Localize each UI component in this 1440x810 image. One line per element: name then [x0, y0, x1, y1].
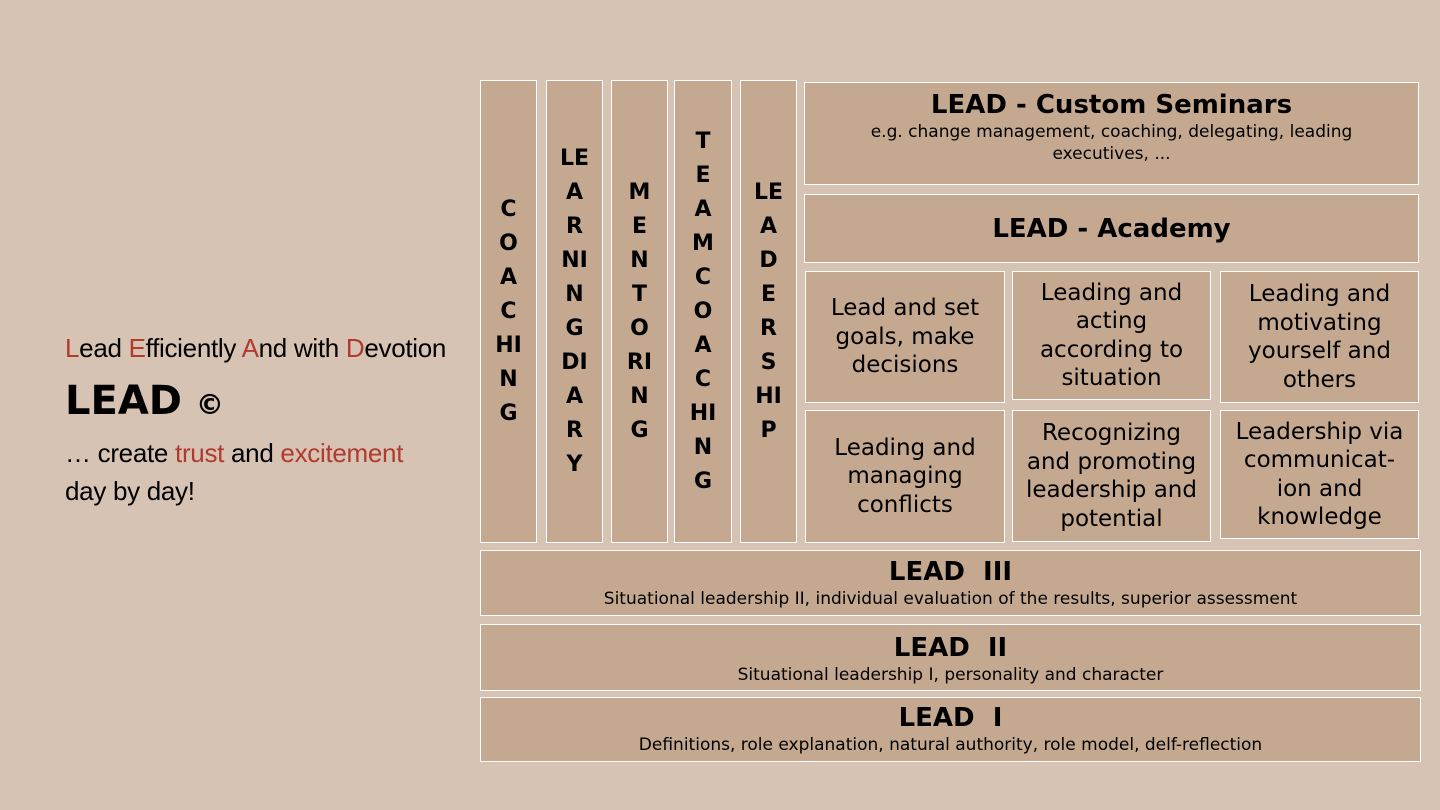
pillar-label: TEAMCOACHING	[689, 128, 717, 494]
level-subtitle: Situational leadership II, individual evaluation of the results, superior assessment	[603, 589, 1298, 609]
module-label: Leading and managing conflicts	[834, 434, 976, 518]
slogan-word-trust: trust	[175, 438, 225, 468]
custom-seminars-subtitle: e.g. change management, coaching, delegating, leading executives, ...	[870, 122, 1353, 164]
acronym-letter-l: L	[65, 333, 80, 363]
acronym-letter-a: A	[241, 333, 259, 363]
acronym-letter-e: E	[128, 333, 146, 363]
acronym-word-lead: ead	[79, 333, 129, 363]
pillar-label: LEARNINGDIARY	[559, 145, 590, 477]
pillar-label: LEADERSHIP	[753, 179, 784, 443]
level-title: LEAD I	[898, 703, 1003, 733]
acronym-line	[65, 332, 465, 364]
pillar-coaching	[480, 80, 537, 543]
slogan-word-excitement: excitement	[280, 438, 404, 468]
academy-title: LEAD - Academy	[992, 214, 1231, 244]
copyright-mark: ©	[195, 388, 224, 421]
module-situational-acting	[1012, 271, 1211, 400]
acronym-word-devotion: evotion	[364, 333, 447, 363]
acronym-word-efficiently: fficiently	[145, 333, 242, 363]
module-label: Leading and acting according to situation	[1039, 279, 1184, 391]
slogan-suffix: day by day!	[65, 476, 195, 506]
pillar-mentoring	[611, 80, 668, 543]
slogan	[65, 434, 465, 510]
level-title: LEAD II	[893, 633, 1008, 663]
module-label: Lead and set goals, make decisions	[830, 295, 980, 379]
academy-box	[804, 194, 1419, 263]
tagline-block	[65, 332, 465, 510]
pillar-teamcoaching	[674, 80, 732, 543]
module-label: Leadership via communicat-ion and knowledge	[1235, 418, 1404, 530]
level-lead-ii	[480, 624, 1421, 691]
slogan-prefix: … create	[65, 438, 176, 468]
acronym-letter-d: D	[345, 333, 365, 363]
brand-title	[65, 376, 465, 430]
level-lead-i	[480, 697, 1421, 762]
level-subtitle: Definitions, role explanation, natural authority, role model, delf-reflection	[638, 735, 1263, 755]
slogan-mid: and	[224, 438, 281, 468]
module-motivating	[1220, 271, 1419, 403]
pillar-label: MENTORING	[626, 179, 653, 443]
module-label: Leading and motivating yourself and others	[1248, 281, 1391, 393]
pillar-label: COACHING	[495, 196, 522, 426]
acronym-word-and-with: nd with	[258, 333, 346, 363]
brand-name: LEAD	[65, 378, 182, 424]
level-subtitle: Situational leadership I, personality and character	[737, 665, 1164, 685]
level-title: LEAD III	[888, 557, 1013, 587]
module-communication	[1220, 410, 1419, 539]
module-label: Recognizing and promoting leadership and potential	[1026, 420, 1197, 532]
custom-seminars-title: LEAD - Custom Seminars	[930, 90, 1293, 120]
custom-seminars-box	[804, 82, 1419, 185]
pillar-learning-diary	[546, 80, 603, 543]
module-goals-decisions	[805, 271, 1005, 403]
module-promoting-potential	[1012, 410, 1211, 542]
module-conflicts	[805, 410, 1005, 543]
level-lead-iii	[480, 550, 1421, 616]
pillar-leadership	[740, 80, 797, 543]
